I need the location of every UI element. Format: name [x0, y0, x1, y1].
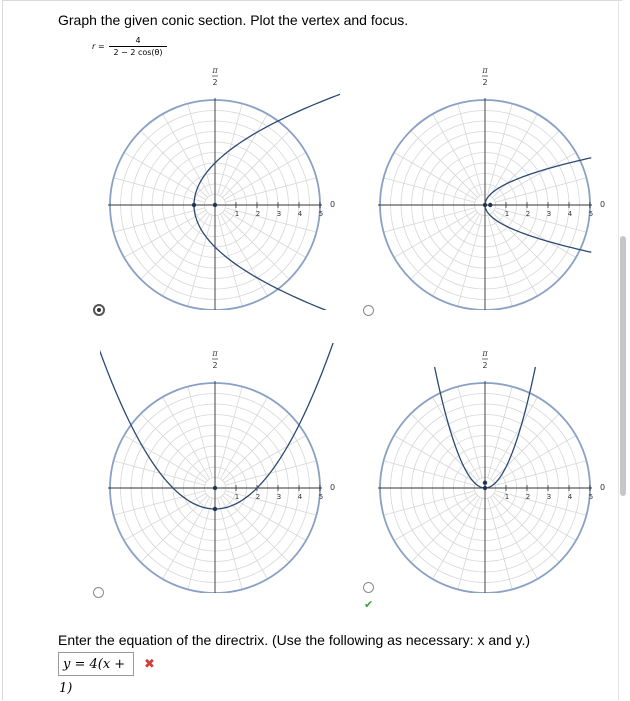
conic-curve: [100, 343, 341, 509]
tick-label: 5: [588, 210, 594, 218]
polar-graph-a: [100, 60, 350, 310]
tick-label: 1: [504, 210, 510, 218]
vertex-point: [483, 203, 487, 207]
tick-label: 2: [525, 493, 531, 501]
tick-label: 5: [318, 210, 324, 218]
tick-label: 5: [318, 493, 324, 501]
polar-graph-b: [370, 60, 620, 310]
frame-left-border: [2, 0, 3, 700]
focus-point: [483, 481, 487, 485]
tick-label: 4: [567, 493, 573, 501]
vertex-point: [483, 486, 487, 490]
vertex-point: [213, 507, 217, 511]
vertex-point: [192, 203, 196, 207]
tick-label: 2: [255, 210, 261, 218]
zero-angle-label: 0: [330, 483, 336, 492]
zero-angle-label: 0: [600, 200, 606, 209]
tick-label: 4: [297, 210, 303, 218]
focus-point: [213, 203, 217, 207]
tick-label: 2: [525, 210, 531, 218]
polar-graph-c: [100, 343, 350, 593]
pi-over-two-label-numerator: π: [482, 66, 488, 75]
tick-label: 1: [504, 493, 510, 501]
correct-check-icon: ✔: [364, 598, 374, 611]
tick-label: 3: [546, 210, 552, 218]
pi-over-two-label-numerator: π: [212, 349, 218, 358]
focus-point: [213, 486, 217, 490]
pi-over-two-label-denominator: 2: [482, 78, 488, 87]
tick-label: 3: [546, 493, 552, 501]
formula-lhs: r: [92, 42, 96, 51]
formula-denominator: 2 − 2 cos(θ): [113, 48, 163, 57]
tick-label: 3: [276, 210, 282, 218]
pi-over-two-label-numerator: π: [212, 66, 218, 75]
zero-angle-label: 0: [330, 200, 336, 209]
formula-equals: =: [98, 42, 105, 51]
tick-label: 2: [255, 493, 261, 501]
scrollbar-thumb[interactable]: [620, 236, 626, 496]
focus-point: [488, 203, 492, 207]
radio-option-d[interactable]: [363, 582, 374, 593]
directrix-answer-input[interactable]: y = 4(x + 1): [58, 652, 134, 676]
frame-top-border: [2, 0, 622, 1]
question-prompt: Graph the given conic section. Plot the vertex and focus.: [58, 12, 409, 28]
tick-label: 5: [588, 493, 594, 501]
formula-fraction: [109, 36, 167, 57]
tick-label: 4: [567, 210, 573, 218]
pi-over-two-label-denominator: 2: [482, 361, 488, 370]
formula-fraction-bar: [109, 46, 167, 47]
pi-over-two-label-denominator: 2: [212, 361, 218, 370]
radio-option-b[interactable]: [363, 305, 374, 316]
tick-label: 1: [234, 210, 240, 218]
tick-label: 1: [234, 493, 240, 501]
radio-option-c[interactable]: [93, 587, 104, 598]
zero-angle-label: 0: [600, 483, 606, 492]
incorrect-cross-icon: ✖: [144, 657, 155, 672]
radio-option-a[interactable]: [93, 304, 105, 316]
pi-over-two-label-numerator: π: [482, 349, 488, 358]
tick-label: 3: [276, 493, 282, 501]
polar-graph-d: [370, 343, 620, 593]
formula-numerator: 4: [135, 36, 141, 45]
directrix-prompt: Enter the equation of the directrix. (Use the following as necessary: x and y.): [58, 632, 531, 648]
pi-over-two-label-denominator: 2: [212, 78, 218, 87]
tick-label: 4: [297, 493, 303, 501]
